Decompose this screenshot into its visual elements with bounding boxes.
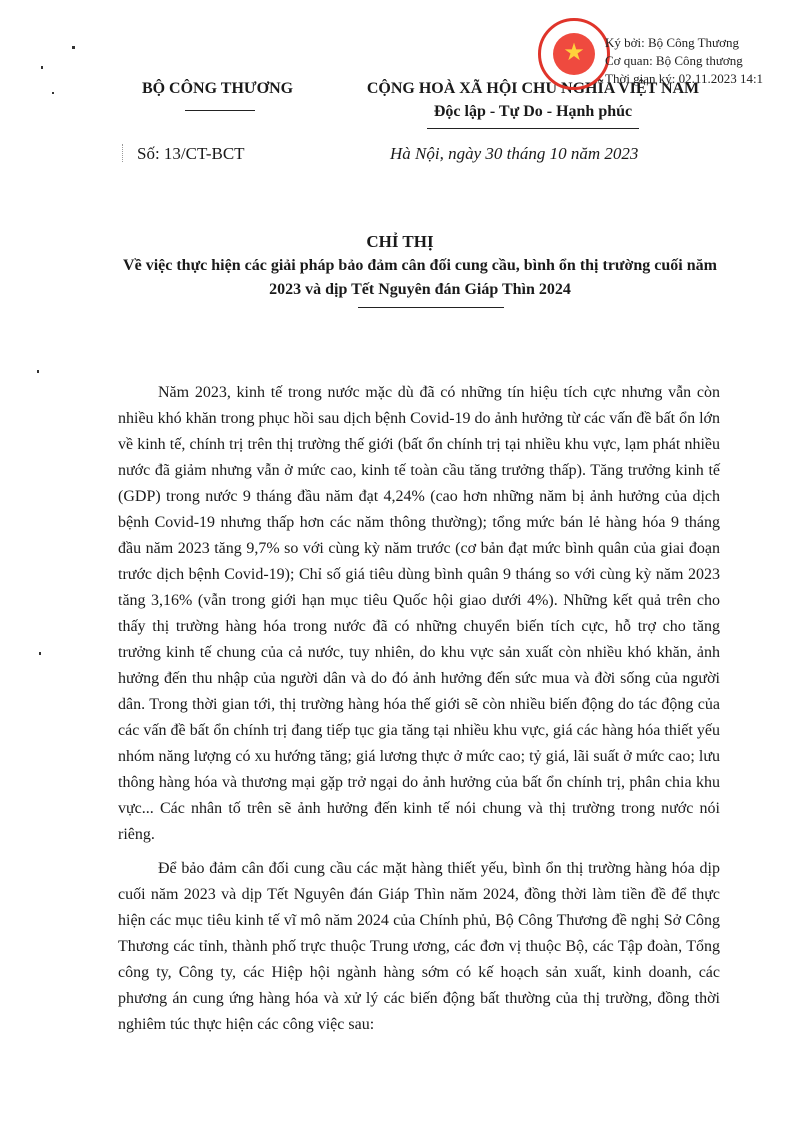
- body-paragraph: Năm 2023, kinh tế trong nước mặc dù đã có những tín hiệu tích cực nhưng vẫn còn nhiều khó khăn trong phục hồi sau dịch bệnh Covid-19 do ảnh hưởng từ các vấn đề bất ổn lớn về kinh tế, chính trị trên thị trường thế giới (bất ổn chính trị tại nhiều khu vực, lạm phát nhiều nước đã giảm nhưng vẫn ở mức cao, kinh tế toàn cầu tăng trưởng thấp). Tăng trưởng kinh tế (GDP) trong nước 9 tháng đầu năm đạt 4,24% (cao hơn những năm bị ảnh hưởng của dịch bệnh Covid-19 nhưng thấp hơn các năm thông thường); tổng mức bán lẻ hàng hóa 9 tháng đầu năm 2023 tăng 9,7% so với cùng kỳ năm trước (cơ bản đạt mức bình quân của giai đoạn trước dịch bệnh Covid-19); Chỉ số giá tiêu dùng bình quân 9 tháng so với cùng kỳ năm 2023 tăng 3,16% (vẫn trong giới hạn mục tiêu Quốc hội giao dưới 4%). Những kết quả trên cho thấy thị trường hàng hóa trong nước đã có những chuyển biến tích cực, hỗ trợ cho tăng trưởng kinh tế chung của cả nước, tuy nhiên, do khu vực sản xuất còn nhiều khó khăn, ảnh hưởng đến thu nhập của người dân và do đó ảnh hưởng đến sức mua và đời sống của người dân. Trong thời gian tới, thị trường hàng hóa thế giới sẽ còn nhiều biến động do tác động của các vấn đề bất ổn chính trị đang tiếp tục gia tăng tại nhiều khu vực, giá các hàng hóa thiết yếu nhóm năng lượng có xu hướng tăng; giá lương thực ở mức cao; tỷ giá, lãi suất ở mức cao; lưu thông hàng hóa và thương mại gặp trở ngại do ảnh hưởng của bất ổn chính trị, phân chia khu vực... Các nhân tố trên sẽ ảnh hưởng đến kinh tế nói chung và thị trường trong nước nói riêng.: [118, 384, 720, 843]
- official-seal-icon: [538, 18, 610, 90]
- document-type: CHỈ THỊ: [366, 232, 434, 251]
- scan-speck: [52, 92, 54, 94]
- seal-emblem: [553, 33, 595, 75]
- signature-signed-by: Ký bởi: Bộ Công Thương: [605, 35, 739, 50]
- document-date: Hà Nội, ngày 30 tháng 10 năm 2023: [390, 144, 639, 163]
- digital-signature-info: [605, 34, 763, 88]
- scan-speck: [37, 370, 39, 373]
- agency-underline: [185, 110, 255, 111]
- scan-speck: [72, 46, 75, 49]
- scan-speck: [39, 652, 41, 655]
- subject-underline: [358, 307, 504, 308]
- national-motto: Độc lập - Tự Do - Hạnh phúc: [433, 103, 633, 120]
- signature-time: Thời gian ký: 02.11.2023 14:1: [605, 71, 764, 86]
- document-number: [122, 144, 245, 164]
- issuing-agency: BỘ CÔNG THƯƠNG: [141, 80, 294, 97]
- national-title: CỘNG HOÀ XÃ HỘI CHỦ NGHĨA VIỆT NAM: [366, 80, 700, 97]
- motto-underline: [427, 128, 639, 129]
- body-paragraph: Để bảo đảm cân đối cung cầu các mặt hàng thiết yếu, bình ổn thị trường hàng hóa dịp cuối năm 2023 và dịp Tết Nguyên đán Giáp Thìn năm 2024, đồng thời làm tiền đề để thực hiện các mục tiêu kinh tế vĩ mô năm 2024 của Chính phủ, Bộ Công Thương đề nghị Sở Công Thương các tỉnh, thành phố trực thuộc Trung ương, các đơn vị thuộc Bộ, các Tập đoàn, Tổng công ty, Công ty, các Hiệp hội ngành hàng sớm có kế hoạch sản xuất, kinh doanh, các phương án cung ứng hàng hóa và xử lý các biến động bất thường của thị trường, đồng thời nghiêm túc thực hiện các công việc sau:: [118, 860, 720, 1033]
- scan-speck: [41, 66, 43, 69]
- star-icon: ★: [563, 40, 585, 66]
- document-number-text: Số: 13/CT-BCT: [137, 144, 245, 163]
- signature-organization: Cơ quan: Bộ Công thương: [605, 53, 743, 68]
- document-subject: Về việc thực hiện các giải pháp bảo đảm cân đối cung cầu, bình ổn thị trường cuối năm 2023 và dịp Tết Nguyên đán Giáp Thìn 2024: [123, 257, 717, 298]
- document-body: [118, 380, 720, 1046]
- margin-mark: [122, 144, 129, 162]
